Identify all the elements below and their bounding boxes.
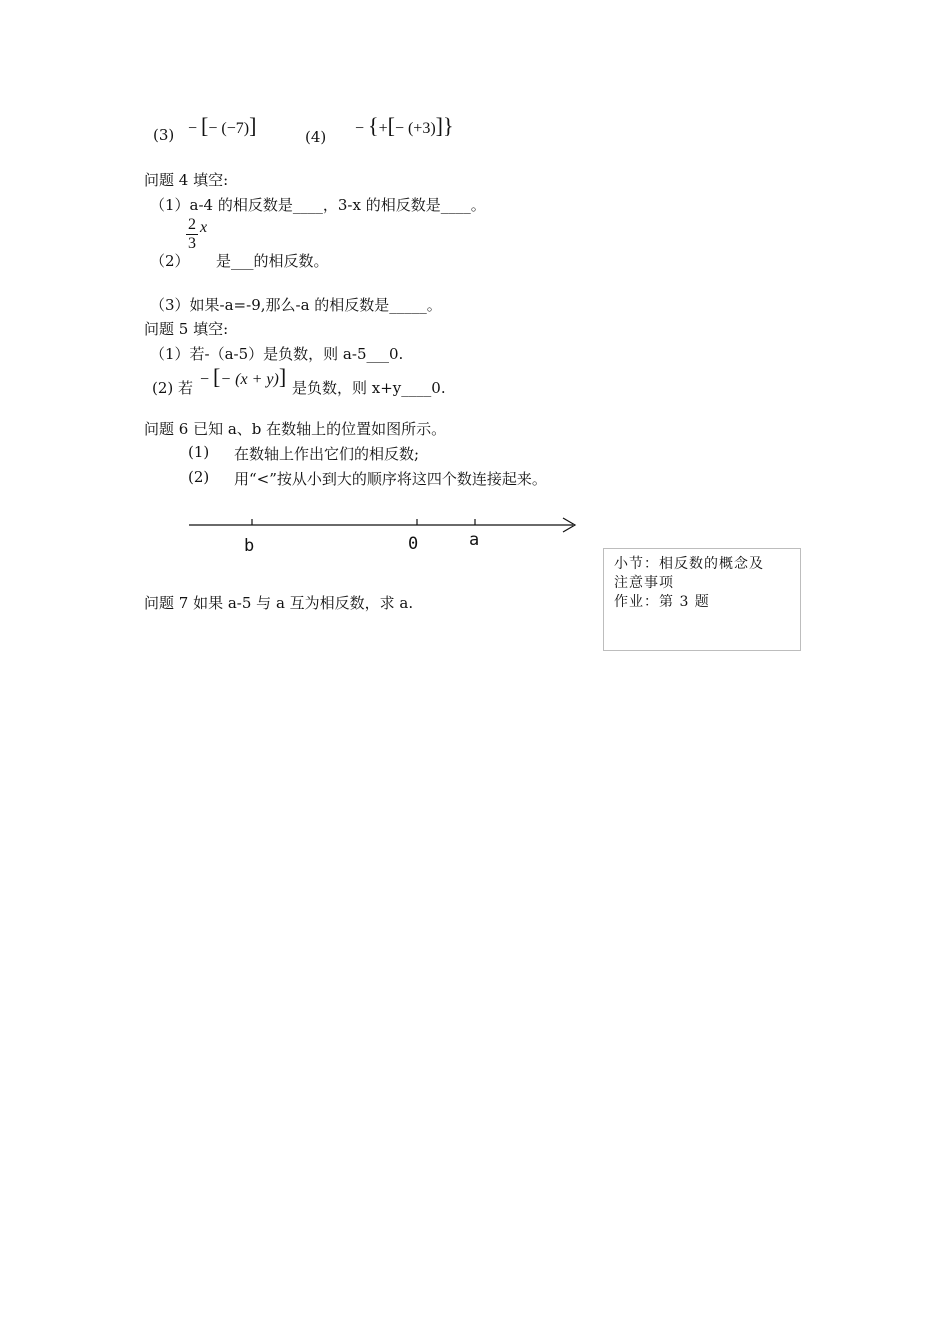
q5-item-1: （1）若-（a-5）是负数，则 a-5___0. (150, 345, 404, 363)
expr-left-bracket: [ (201, 113, 209, 138)
q4-item-2-label: （2） (150, 252, 190, 270)
part-4-label: (4) (305, 128, 327, 146)
expr-inner: − (−7) (208, 120, 250, 137)
q5-item-2-label: (2) 若 (152, 379, 194, 397)
q6-sub-1-number: (1) (188, 443, 210, 461)
axis-label-zero: 0 (408, 534, 419, 554)
q4-item-2-text: 是___的相反数。 (216, 252, 329, 270)
fraction-denominator: 3 (188, 235, 196, 252)
q6-sub-1-text: 在数轴上作出它们的相反数; (234, 445, 420, 463)
expr-inner: − (x + y) (220, 371, 279, 388)
expr-right-bracket: ] (435, 113, 443, 138)
q6-sub-2-text: 用“<”按从小到大的顺序将这四个数连接起来。 (234, 470, 547, 488)
q5-item-2-text: 是负数，则 x+y____0. (292, 379, 446, 397)
expr-left-bracket: [ (213, 364, 221, 389)
part-3-label: (3) (153, 126, 175, 144)
q4-item-3: （3）如果-a=-9,那么-a 的相反数是_____。 (150, 296, 442, 314)
fraction (186, 216, 198, 253)
expr-right-bracket: ] (249, 113, 257, 138)
expr-minus: − (188, 120, 198, 137)
part-3-expression (188, 115, 256, 138)
axis-label-b: b (244, 536, 255, 556)
expr-left-brace: { (368, 113, 379, 138)
part-4-expression (355, 115, 454, 138)
q4-title: 问题 4 填空: (144, 171, 229, 189)
summary-box (603, 548, 801, 651)
q5-item-2-expression (200, 366, 286, 389)
summary-line-2: 注意事项 (614, 575, 674, 591)
summary-line-1: 小节：相反数的概念及 (614, 556, 764, 572)
q7-title: 问题 7 如果 a-5 与 a 互为相反数，求 a. (144, 594, 414, 612)
expr-left-bracket: [ (387, 113, 395, 138)
q6-sub-2-number: (2) (188, 468, 210, 486)
q5-title: 问题 5 填空: (144, 320, 229, 338)
expr-minus: − (355, 120, 365, 137)
fraction-variable: x (200, 219, 208, 237)
fraction-numerator: 2 (188, 216, 196, 233)
q6-title: 问题 6 已知 a、b 在数轴上的位置如图所示。 (144, 420, 447, 438)
expr-right-brace: } (442, 113, 454, 138)
expr-plus: + (378, 120, 388, 137)
q4-item-1: （1）a-4 的相反数是____，3-x 的相反数是____。 (150, 196, 486, 214)
axis-label-a: a (469, 530, 480, 550)
expr-inner: − (+3) (394, 120, 436, 137)
summary-line-3: 作业：第 3 题 (614, 594, 710, 610)
q4-item-2-fraction (186, 216, 207, 253)
expr-right-bracket: ] (278, 364, 287, 389)
expr-minus: − (200, 371, 210, 388)
